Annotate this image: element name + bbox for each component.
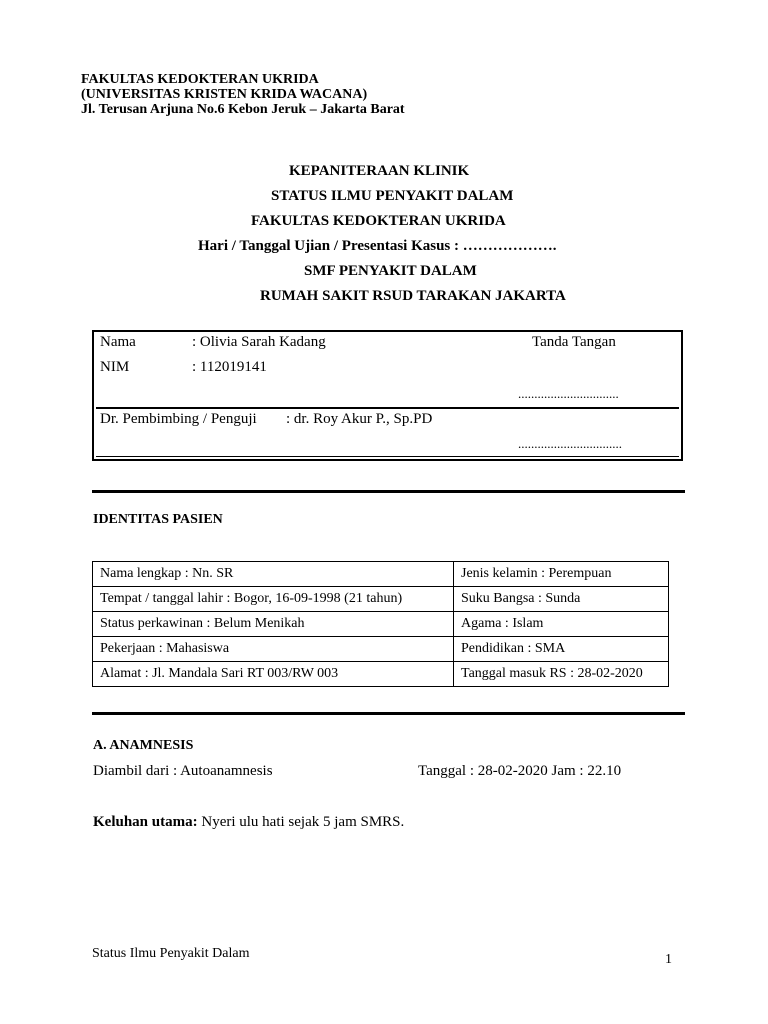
university-name: (UNIVERSITAS KRISTEN KRIDA WACANA) xyxy=(81,87,368,102)
section-divider-2 xyxy=(92,712,685,715)
signature-label: Tanda Tangan xyxy=(532,334,616,350)
table-row xyxy=(93,637,669,662)
anamnesis-source: Diambil dari : Autoanamnesis xyxy=(93,763,273,779)
table-cell: Pendidikan : SMA xyxy=(454,637,669,662)
table-cell: Jenis kelamin : Perempuan xyxy=(454,562,669,587)
supervisor-value: : dr. Roy Akur P., Sp.PD xyxy=(286,411,433,427)
page-number: 1 xyxy=(665,952,672,967)
name-label: Nama xyxy=(100,334,136,350)
table-cell: Suku Bangsa : Sunda xyxy=(454,587,669,612)
table-cell: Tempat / tanggal lahir : Bogor, 16-09-1998 (21 tahun) xyxy=(93,587,454,612)
faculty-name: FAKULTAS KEDOKTERAN UKRIDA xyxy=(81,72,319,87)
chief-complaint-label: Keluhan utama: xyxy=(93,814,198,830)
exam-date-line: Hari / Tanggal Ujian / Presentasi Kasus : ………………. xyxy=(198,238,557,254)
table-cell: Nama lengkap : Nn. SR xyxy=(93,562,454,587)
title-line-3: FAKULTAS KEDOKTERAN UKRIDA xyxy=(251,213,506,229)
title-line-5: SMF PENYAKIT DALAM xyxy=(304,263,477,279)
nim-value: : 112019141 xyxy=(192,359,267,375)
examiner-box xyxy=(92,330,683,461)
table-row xyxy=(93,562,669,587)
table-row xyxy=(93,587,669,612)
chief-complaint xyxy=(93,814,404,831)
table-cell: Tanggal masuk RS : 28-02-2020 xyxy=(454,662,669,687)
title-line-1: KEPANITERAAN KLINIK xyxy=(289,163,470,179)
table-row xyxy=(93,612,669,637)
table-cell: Status perkawinan : Belum Menikah xyxy=(93,612,454,637)
table-row xyxy=(93,662,669,687)
box-divider xyxy=(96,407,679,409)
section-divider-1 xyxy=(92,490,685,493)
faculty-address: Jl. Terusan Arjuna No.6 Kebon Jeruk – Jakarta Barat xyxy=(81,102,405,117)
name-value: : Olivia Sarah Kadang xyxy=(192,334,326,350)
nim-label: NIM xyxy=(100,359,130,375)
box-bottom-line xyxy=(96,456,679,457)
patient-identity-table xyxy=(92,561,669,687)
supervisor-label: Dr. Pembimbing / Penguji xyxy=(100,411,257,427)
title-line-2: STATUS ILMU PENYAKIT DALAM xyxy=(271,188,514,204)
table-cell: Alamat : Jl. Mandala Sari RT 003/RW 003 xyxy=(93,662,454,687)
footer-label: Status Ilmu Penyakit Dalam xyxy=(92,946,250,961)
identitas-heading: IDENTITAS PASIEN xyxy=(93,512,223,527)
anamnesis-date: Tanggal : 28-02-2020 Jam : 22.10 xyxy=(418,763,622,779)
hospital-name: RUMAH SAKIT RSUD TARAKAN JAKARTA xyxy=(260,288,566,304)
signature-line-1: ............................... xyxy=(518,386,619,401)
table-cell: Agama : Islam xyxy=(454,612,669,637)
chief-complaint-value: Nyeri ulu hati sejak 5 jam SMRS. xyxy=(197,814,405,830)
anamnesis-heading: A. ANAMNESIS xyxy=(93,738,194,753)
table-cell: Pekerjaan : Mahasiswa xyxy=(93,637,454,662)
signature-line-2: ................................ xyxy=(518,436,622,451)
